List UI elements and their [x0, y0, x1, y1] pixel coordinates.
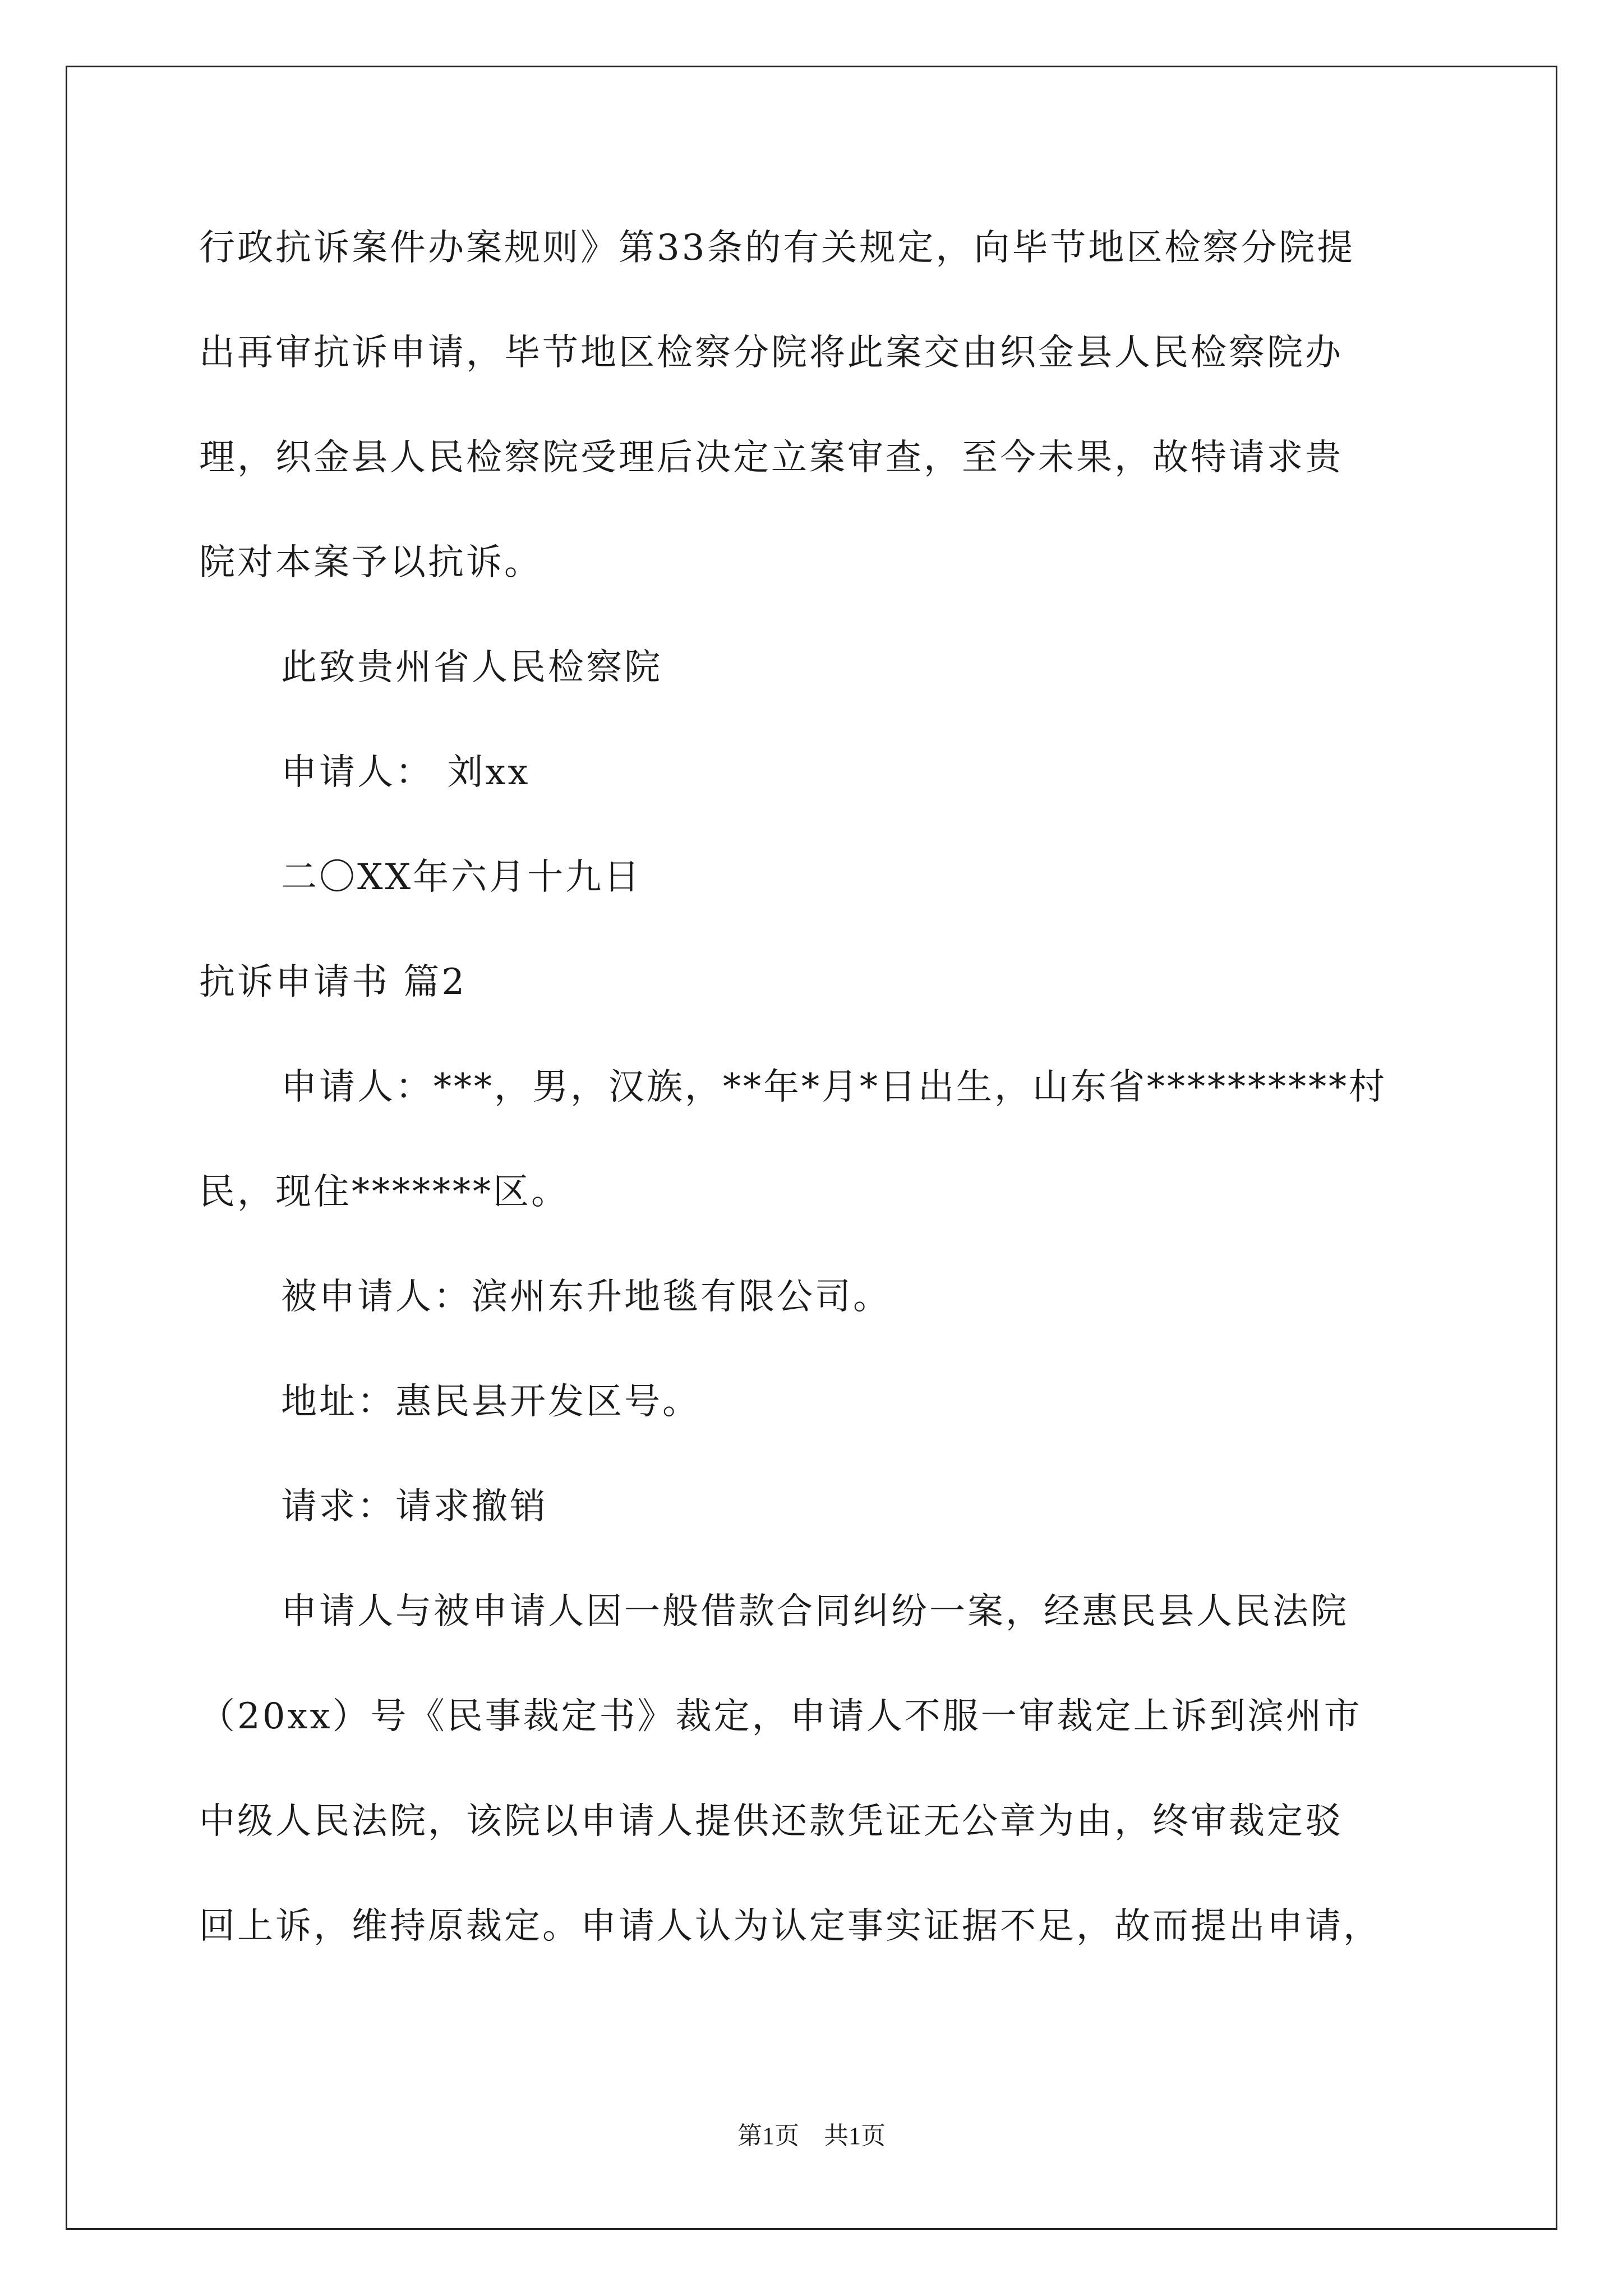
page-footer: 第1页 共1页: [737, 2122, 886, 2150]
address-line: 地址：惠民县开发区号。: [281, 1381, 700, 1423]
text-line: 回上诉，维持原裁定。申请人认为认定事实证据不足，故而提出申请，: [199, 1906, 1381, 1947]
applicant-signature: 申请人： 刘xx: [281, 752, 531, 793]
text-line: 民，现住*******区。: [199, 1171, 569, 1213]
document-body: [199, 209, 1433, 1992]
text-line: 理，织金县人民检察院受理后决定立案审查，至今未果，故特请求贵: [199, 437, 1343, 478]
text-line: 申请人：***，男，汉族，**年*月*日出生，山东省**********村: [281, 1066, 1387, 1108]
text-line: 出再审抗诉申请，毕节地区检察分院将此案交由织金县人民检察院办: [199, 332, 1343, 374]
text-line: （20xx）号《民事裁定书》裁定，申请人不服一审裁定上诉到滨州市: [199, 1696, 1362, 1737]
salutation: 此致贵州省人民检察院: [281, 647, 662, 688]
text-line: 院对本案予以抗诉。: [199, 542, 542, 583]
request-line: 请求：请求撤销: [281, 1486, 548, 1527]
text-line: 中级人民法院，该院以申请人提供还款凭证无公章为由，终审裁定驳: [199, 1801, 1343, 1842]
text-line: 申请人与被申请人因一般借款合同纠纷一案，经惠民县人民法院: [281, 1591, 1349, 1632]
section-heading: 抗诉申请书 篇2: [199, 961, 467, 1003]
respondent-line: 被申请人：滨州东升地毯有限公司。: [281, 1276, 891, 1318]
text-line: 行政抗诉案件办案规则》第33条的有关规定，向毕节地区检察分院提: [199, 227, 1355, 269]
date-line: 二〇XX年六月十九日: [281, 857, 642, 898]
